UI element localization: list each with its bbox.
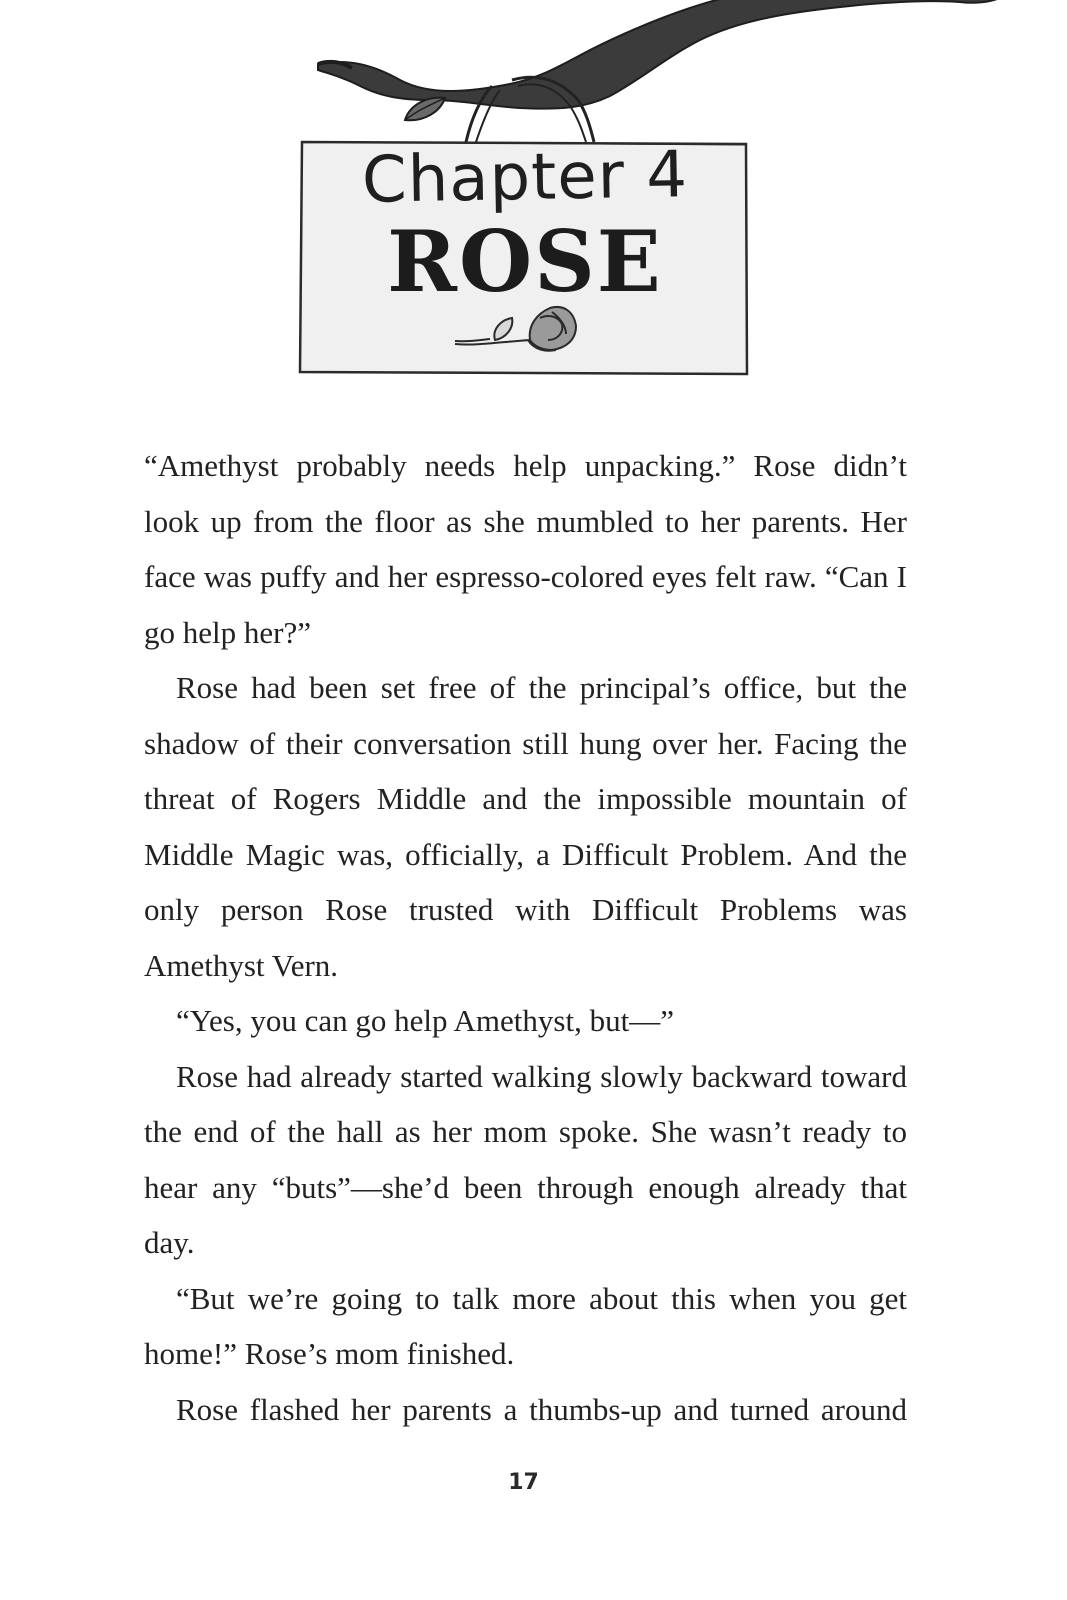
chapter-title: ROSE: [387, 212, 663, 311]
tree-branch-icon: [318, 0, 1000, 109]
paragraph: Rose flashed her parents a thumbs-up and turned around: [176, 1391, 907, 1427]
paragraph: “Yes, you can go help Amethyst, but—”: [176, 1003, 674, 1038]
paragraph: “Amethyst probably needs help unpacking.” Rose didn’t look up from the floor as she mumbled to her parents. Her face was puffy and her espresso-colored eyes felt raw. “Can I go help her?”: [144, 448, 907, 650]
chapter-body-text: [144, 438, 907, 1437]
paragraph: Rose had been set free of the principal’s office, but the shadow of their conversation still hung over her. Facing the threat of Rogers Middle and the impossible mountain of Middle Magic was, officially, a Difficult Problem. And the only person Rose trusted with Difficult Problems was Amethyst Vern.: [144, 670, 907, 983]
paragraph: “But we’re going to talk more about this when you get home!” Rose’s mom finished.: [144, 1280, 907, 1371]
paragraph: Rose had already started walking slowly backward toward the end of the hall as her mom spoke. She wasn’t ready to hear any “buts”—she’d been through enough already that day.: [144, 1058, 907, 1260]
chapter-number: Chapter 4: [361, 138, 689, 218]
page-number: 17: [508, 1470, 539, 1495]
